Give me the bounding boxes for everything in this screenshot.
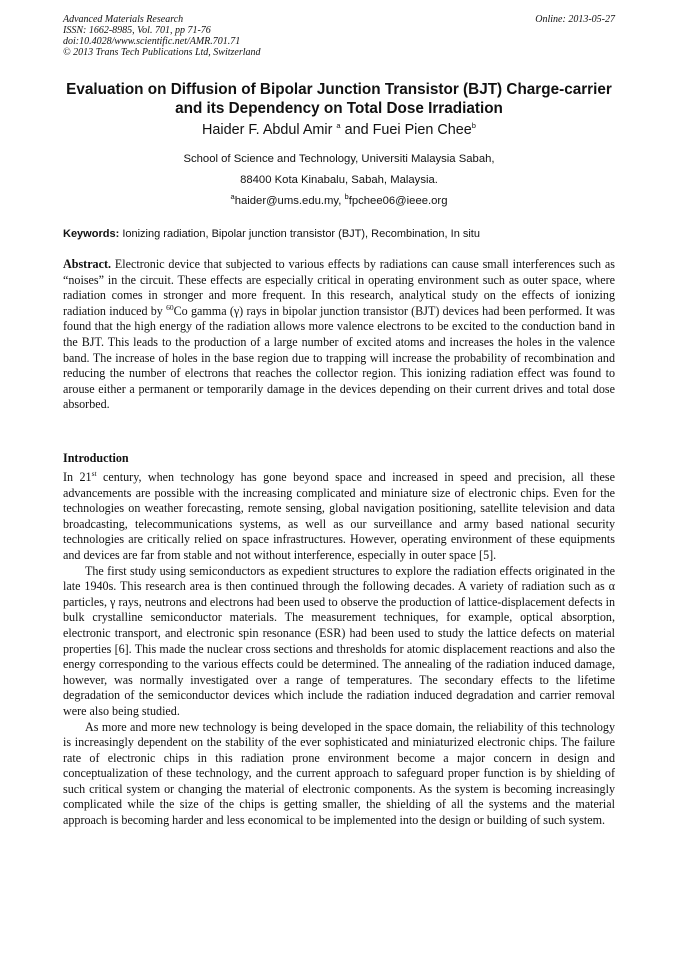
author-line: [63, 121, 615, 139]
email-line: [63, 191, 615, 212]
doi-line: doi:10.4028/www.scientific.net/AMR.701.71: [63, 36, 241, 47]
introduction-body: [63, 470, 615, 829]
copyright-line: © 2013 Trans Tech Publications Ltd, Switzerland: [63, 47, 261, 58]
journal-name: Advanced Materials Research: [63, 14, 184, 25]
author-2-affil-mark: b: [471, 121, 476, 131]
author-1-affil-mark: a: [336, 121, 341, 131]
keywords-text: Ionizing radiation, Bipolar junction transistor (BJT), Recombination, In situ: [122, 228, 480, 240]
affiliation-line-1: School of Science and Technology, Universiti Malaysia Sabah,: [183, 153, 495, 165]
abstract-text-b: Co gamma (γ) rays in bipolar junction transistor (BJT) devices had been performed. It was found that the high energy of the radiation allows more valence electrons to be excited to the conduction band in the BJT. This leads to the production of a large number of excited atoms and increases the holes in the valence band. The increase of holes in the base region due to trapping will increase the probability of recombination and reducing the number of electrons that reaches the collector region. This ionizing radiation effect was found to arouse either a permanent or temporarily damage in the devices depending on their current drives and total dose absorbed.: [63, 303, 615, 412]
intro-p1-text-a: In 21: [63, 470, 92, 484]
email-1-mark: a: [230, 192, 235, 202]
abstract-text-a: Electronic device that subjected to various effects by radiations can cause small interferences such as “noises” in the circuit. These effects are especially critical in operating environment such as outer space, where radiation comes in stronger and more frequent. In this research, analytical study on the effects of ionizing radiation induced by: [63, 257, 615, 318]
affiliation-line-2: 88400 Kota Kinabalu, Sabah, Malaysia.: [240, 174, 438, 186]
ordinal-suffix: st: [91, 468, 97, 478]
keywords-label: Keywords:: [63, 228, 120, 240]
isotope-mass-number: 60: [166, 302, 174, 312]
email-2: fpchee06@ieee.org: [348, 195, 448, 207]
journal-header: [63, 14, 615, 58]
author-2: Fuei Pien Chee: [372, 122, 472, 138]
keywords-line: [63, 227, 615, 241]
intro-paragraph-3: As more and more new technology is being developed in the space domain, the reliability of this technology is increasingly dependent on the stability of the ever sophisticated and miniaturized electronic chips. The failure rate of electronic chips in this radiation prone environment become a major concern in design and conceptualization of these technology, and the current approach to safeguard proper function is by shielding of such critical system or changing the material of electronic components. As the system is becoming increasingly complicated while the size of the chips is getting smaller, the shielding of all the systems and the material approach is becoming harder and less economical to be implemented into the design or building of such system.: [63, 719, 615, 828]
issn-line: ISSN: 1662-8985, Vol. 701, pp 71-76: [63, 25, 211, 36]
author-conjunction: and: [344, 122, 369, 138]
intro-p1-text-b: century, when technology has gone beyond space and increased in speed and precision, all these advancements are possible with the increasing complicated and miniature size of electronic chips. Even for the technologies on weather forecasting, remote sensing, global navigation positioning, satellite television and data broadcasting, telecommunications systems, as well as our surveillance and army based national security technologies are critically relied on space infrastructures. However, operating environment of these equipments and devices are far from stable and not without interference, especially in outer space [5].: [63, 470, 615, 562]
author-1: Haider F. Abdul Amir: [202, 122, 333, 138]
abstract-label: Abstract.: [63, 257, 112, 271]
intro-paragraph-2: The first study using semiconductors as expedient structures to explore the radiation effects originated in the late 1940s. This research area is then continued through the following decades. A variety of radiation such as α particles, γ rays, neutrons and electrons had been used to observe the production of lattice-displacement defects in bulk crystalline semiconductor materials. The measurement techniques, for example, optical absorption, electronic transport, and electronic spin resonance (ESR) had been used to study the lattice defects on material properties [6]. This made the nuclear cross sections and thresholds for atomic displacement reactions and also the energy corresponding to the various effects could be determined. The annealing of the radiation induced damage, however, was normally investigated over a range of temperatures. The secondary effects to the lifetime degradation of the semiconductor devices which include the radiation induced degradation and carrier removal were also being studied.: [63, 563, 615, 718]
section-heading-introduction: Introduction: [63, 451, 129, 465]
online-date: Online: 2013-05-27: [535, 14, 615, 25]
email-2-mark: b: [344, 192, 349, 202]
email-1: haider@ums.edu.my,: [234, 195, 342, 207]
abstract-paragraph: [63, 257, 615, 413]
affiliation-block: [63, 149, 615, 212]
paper-title: Evaluation on Diffusion of Bipolar Junction Transistor (BJT) Charge-carrier and its Dependency on Total Dose Irradiation: [66, 81, 612, 117]
intro-paragraph-1: [63, 470, 615, 564]
